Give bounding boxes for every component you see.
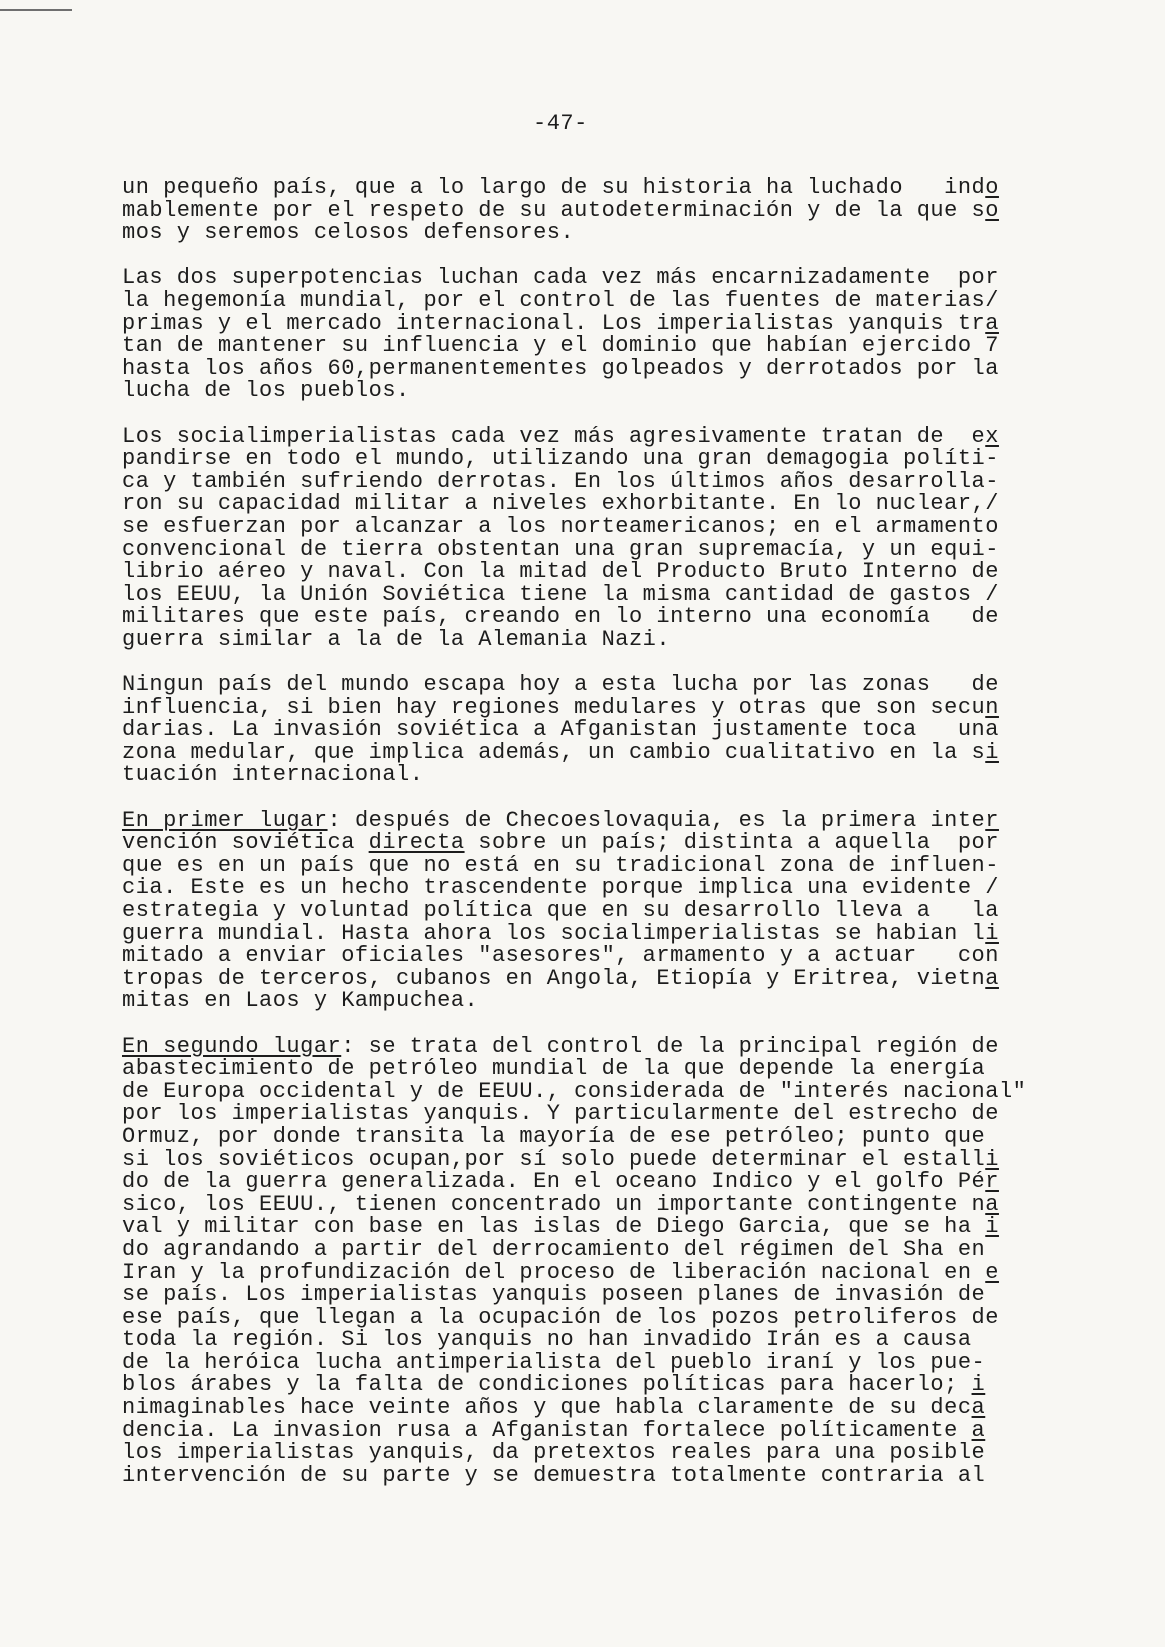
text-line: cia. Este es un hecho trascendente porque implica una evidente / (122, 875, 999, 901)
text-line (122, 1374, 1122, 1397)
underlined-text: directa (368, 830, 465, 856)
text-line (122, 694, 1122, 720)
text-line: de la heróica lucha antimperialista del pueblo iraní y los pue- (122, 1349, 986, 1375)
text-line: que es en un país que no está en su tradicional zona de influen- (122, 852, 999, 878)
text-line: estrategia y voluntad política que en su desarrollo lleva a la (122, 898, 999, 923)
text-segment: vención soviética (122, 830, 369, 856)
text-line (122, 920, 1122, 946)
underlined-text: i (985, 1214, 999, 1240)
text-line: de Europa occidental y de EEUU., considerada de "interés nacional" (122, 1078, 1027, 1104)
text-segment: sico, los EEUU., tienen concentrado un importante contingente n (122, 1191, 986, 1217)
document-body (122, 177, 1122, 1510)
page-number: -47- (533, 111, 588, 136)
underlined-text: En segundo lugar (122, 1033, 342, 1059)
text-segment: : se trata del control de la principal región de (341, 1033, 999, 1059)
underlined-text: a (971, 1417, 986, 1443)
underlined-text: En primer lugar (122, 807, 328, 833)
text-line: ese país, que llegan a la ocupación de los pozos petroliferos de (122, 1304, 999, 1330)
text-segment: sobre un país; distinta a aquella por (464, 830, 999, 856)
text-line (122, 832, 1122, 855)
underlined-text: a (985, 965, 999, 991)
text-line (122, 1033, 1122, 1059)
underlined-text: i (971, 1372, 986, 1398)
text-segment: mablemente por el respeto de su autodeterminación y de la que s (122, 197, 986, 223)
text-line: mos y seremos celosos defensores. (122, 220, 575, 246)
text-line (122, 965, 1122, 991)
text-line: mitas en Laos y Kampuchea. (122, 988, 479, 1014)
text-line (122, 1191, 1122, 1217)
text-line (122, 1417, 1122, 1443)
underlined-text: r (985, 807, 999, 833)
paragraph (122, 674, 1122, 787)
text-segment: Los socialimperialistas cada vez más agresivamente tratan de e (122, 423, 986, 449)
text-line: guerra similar a la de la Alemania Nazi. (122, 626, 671, 652)
text-line: por los imperialistas yanquis. Y particularmente del estrecho de (122, 1101, 999, 1127)
text-line: abastecimiento de petróleo mundial de la que depende la energía (122, 1056, 986, 1082)
underlined-text: x (985, 423, 999, 449)
text-line: los imperialistas yanquis, da pretextos reales para una posible (122, 1440, 986, 1466)
text-segment: guerra mundial. Hasta ahora los socialimperialistas se habian l (122, 920, 986, 946)
text-line: Ningun país del mundo escapa hoy a esta lucha por las zonas de (122, 672, 999, 698)
text-line: se esfuerzan por alcanzar a los norteamericanos; en el armamento (122, 513, 999, 539)
text-segment: nimaginables hace veinte años y que habla claramente de su dec (122, 1395, 972, 1421)
paragraph (122, 1033, 1122, 1488)
text-segment: : después de Checoeslovaquia, es la primera inte (327, 807, 986, 833)
text-segment: influencia, si bien hay regiones medulares y otras que son secu (122, 694, 986, 720)
text-line (122, 739, 1122, 765)
text-segment: un pequeño país, que a lo largo de su historia ha luchado ind (122, 175, 986, 200)
text-line: toda la región. Si los yanquis no han invadido Irán es a causa (122, 1327, 972, 1353)
text-segment: blos árabes y la falta de condiciones políticas para hacerlo; (122, 1372, 972, 1398)
paragraph (122, 423, 1122, 652)
text-line (122, 1146, 1122, 1172)
text-line (122, 310, 1122, 336)
text-line: librio aéreo y naval. Con la mitad del Producto Bruto Interno de (122, 559, 999, 585)
paragraph (122, 267, 1122, 403)
text-line: los EEUU, la Unión Soviética tiene la misma cantidad de gastos / (122, 581, 999, 607)
text-segment: si los soviéticos ocupan,por sí solo puede determinar el estall (122, 1146, 986, 1172)
paragraph (122, 807, 1122, 1014)
text-segment: primas y el mercado internacional. Los imperialistas yanquis tr (122, 310, 986, 336)
text-line (122, 1397, 1122, 1420)
text-line: convencional de tierra obstentan una gran supremacía, y un equi- (122, 536, 999, 562)
text-line: mitado a enviar oficiales "asesores", armamento y a actuar con (122, 943, 999, 969)
underlined-text: i (985, 739, 999, 765)
underlined-text: r (985, 1169, 999, 1195)
underlined-text: a (971, 1395, 986, 1421)
text-line: ca y también sufriendo derrotas. En los últimos años desarrolla- (122, 468, 999, 494)
text-line: intervención de su parte y se demuestra totalmente contraria al (122, 1462, 986, 1488)
text-segment: val y militar con base en las islas de Diego Garcia, que se ha (122, 1214, 986, 1240)
text-line (122, 177, 1122, 200)
text-line: la hegemonía mundial, por el control de las fuentes de materias/ (122, 287, 999, 313)
text-line: Ormuz, por donde transita la mayoría de ese petróleo; punto que (122, 1123, 986, 1149)
text-segment: Iran y la profundización del proceso de liberación nacional en (122, 1259, 986, 1285)
text-line (122, 1259, 1122, 1285)
text-segment: dencia. La invasion rusa a Afganistan fortalece políticamente (122, 1417, 972, 1443)
underlined-text: n (985, 694, 999, 720)
text-line (122, 1216, 1122, 1239)
text-line: tuación internacional. (122, 762, 424, 788)
scan-edge-line (0, 9, 72, 11)
text-line: ron su capacidad militar a niveles exhorbitante. En lo nuclear,/ (122, 491, 999, 517)
text-line: se país. Los imperialistas yanquis poseen planes de invasión de (122, 1282, 986, 1308)
underlined-text: e (985, 1259, 999, 1285)
text-line: darias. La invasión soviética a Afganistan justamente toca una (122, 717, 999, 743)
text-line (122, 423, 1122, 449)
text-line: do agrandando a partir del derrocamiento del régimen del Sha en (122, 1236, 986, 1262)
text-line: militares que este país, creando en lo interno una economía de (122, 604, 999, 630)
underlined-text: i (985, 920, 999, 946)
text-line: Las dos superpotencias luchan cada vez más encarnizadamente por (122, 265, 999, 291)
text-line (122, 807, 1122, 833)
text-segment: tropas de terceros, cubanos en Angola, Etiopía y Eritrea, vietn (122, 965, 986, 991)
text-line: pandirse en todo el mundo, utilizando una gran demagogia políti- (122, 446, 999, 472)
text-line (122, 197, 1122, 223)
underlined-text: a (985, 1191, 999, 1217)
underlined-text: o (985, 175, 999, 200)
text-line: lucha de los pueblos. (122, 378, 410, 404)
underlined-text: i (985, 1146, 999, 1172)
text-line: hasta los años 60,permanentementes golpeados y derrotados por la (122, 355, 999, 381)
text-segment: do de la guerra generalizada. En el oceano Indico y el golfo Pé (122, 1169, 986, 1195)
underlined-text: a (985, 310, 999, 336)
underlined-text: o (985, 197, 999, 223)
text-line: tan de mantener su influencia y el dominio que habían ejercido 7 (122, 333, 999, 359)
text-segment: zona medular, que implica además, un cambio cualitativo en la s (122, 739, 986, 765)
text-line (122, 1171, 1122, 1194)
paragraph (122, 177, 1122, 245)
